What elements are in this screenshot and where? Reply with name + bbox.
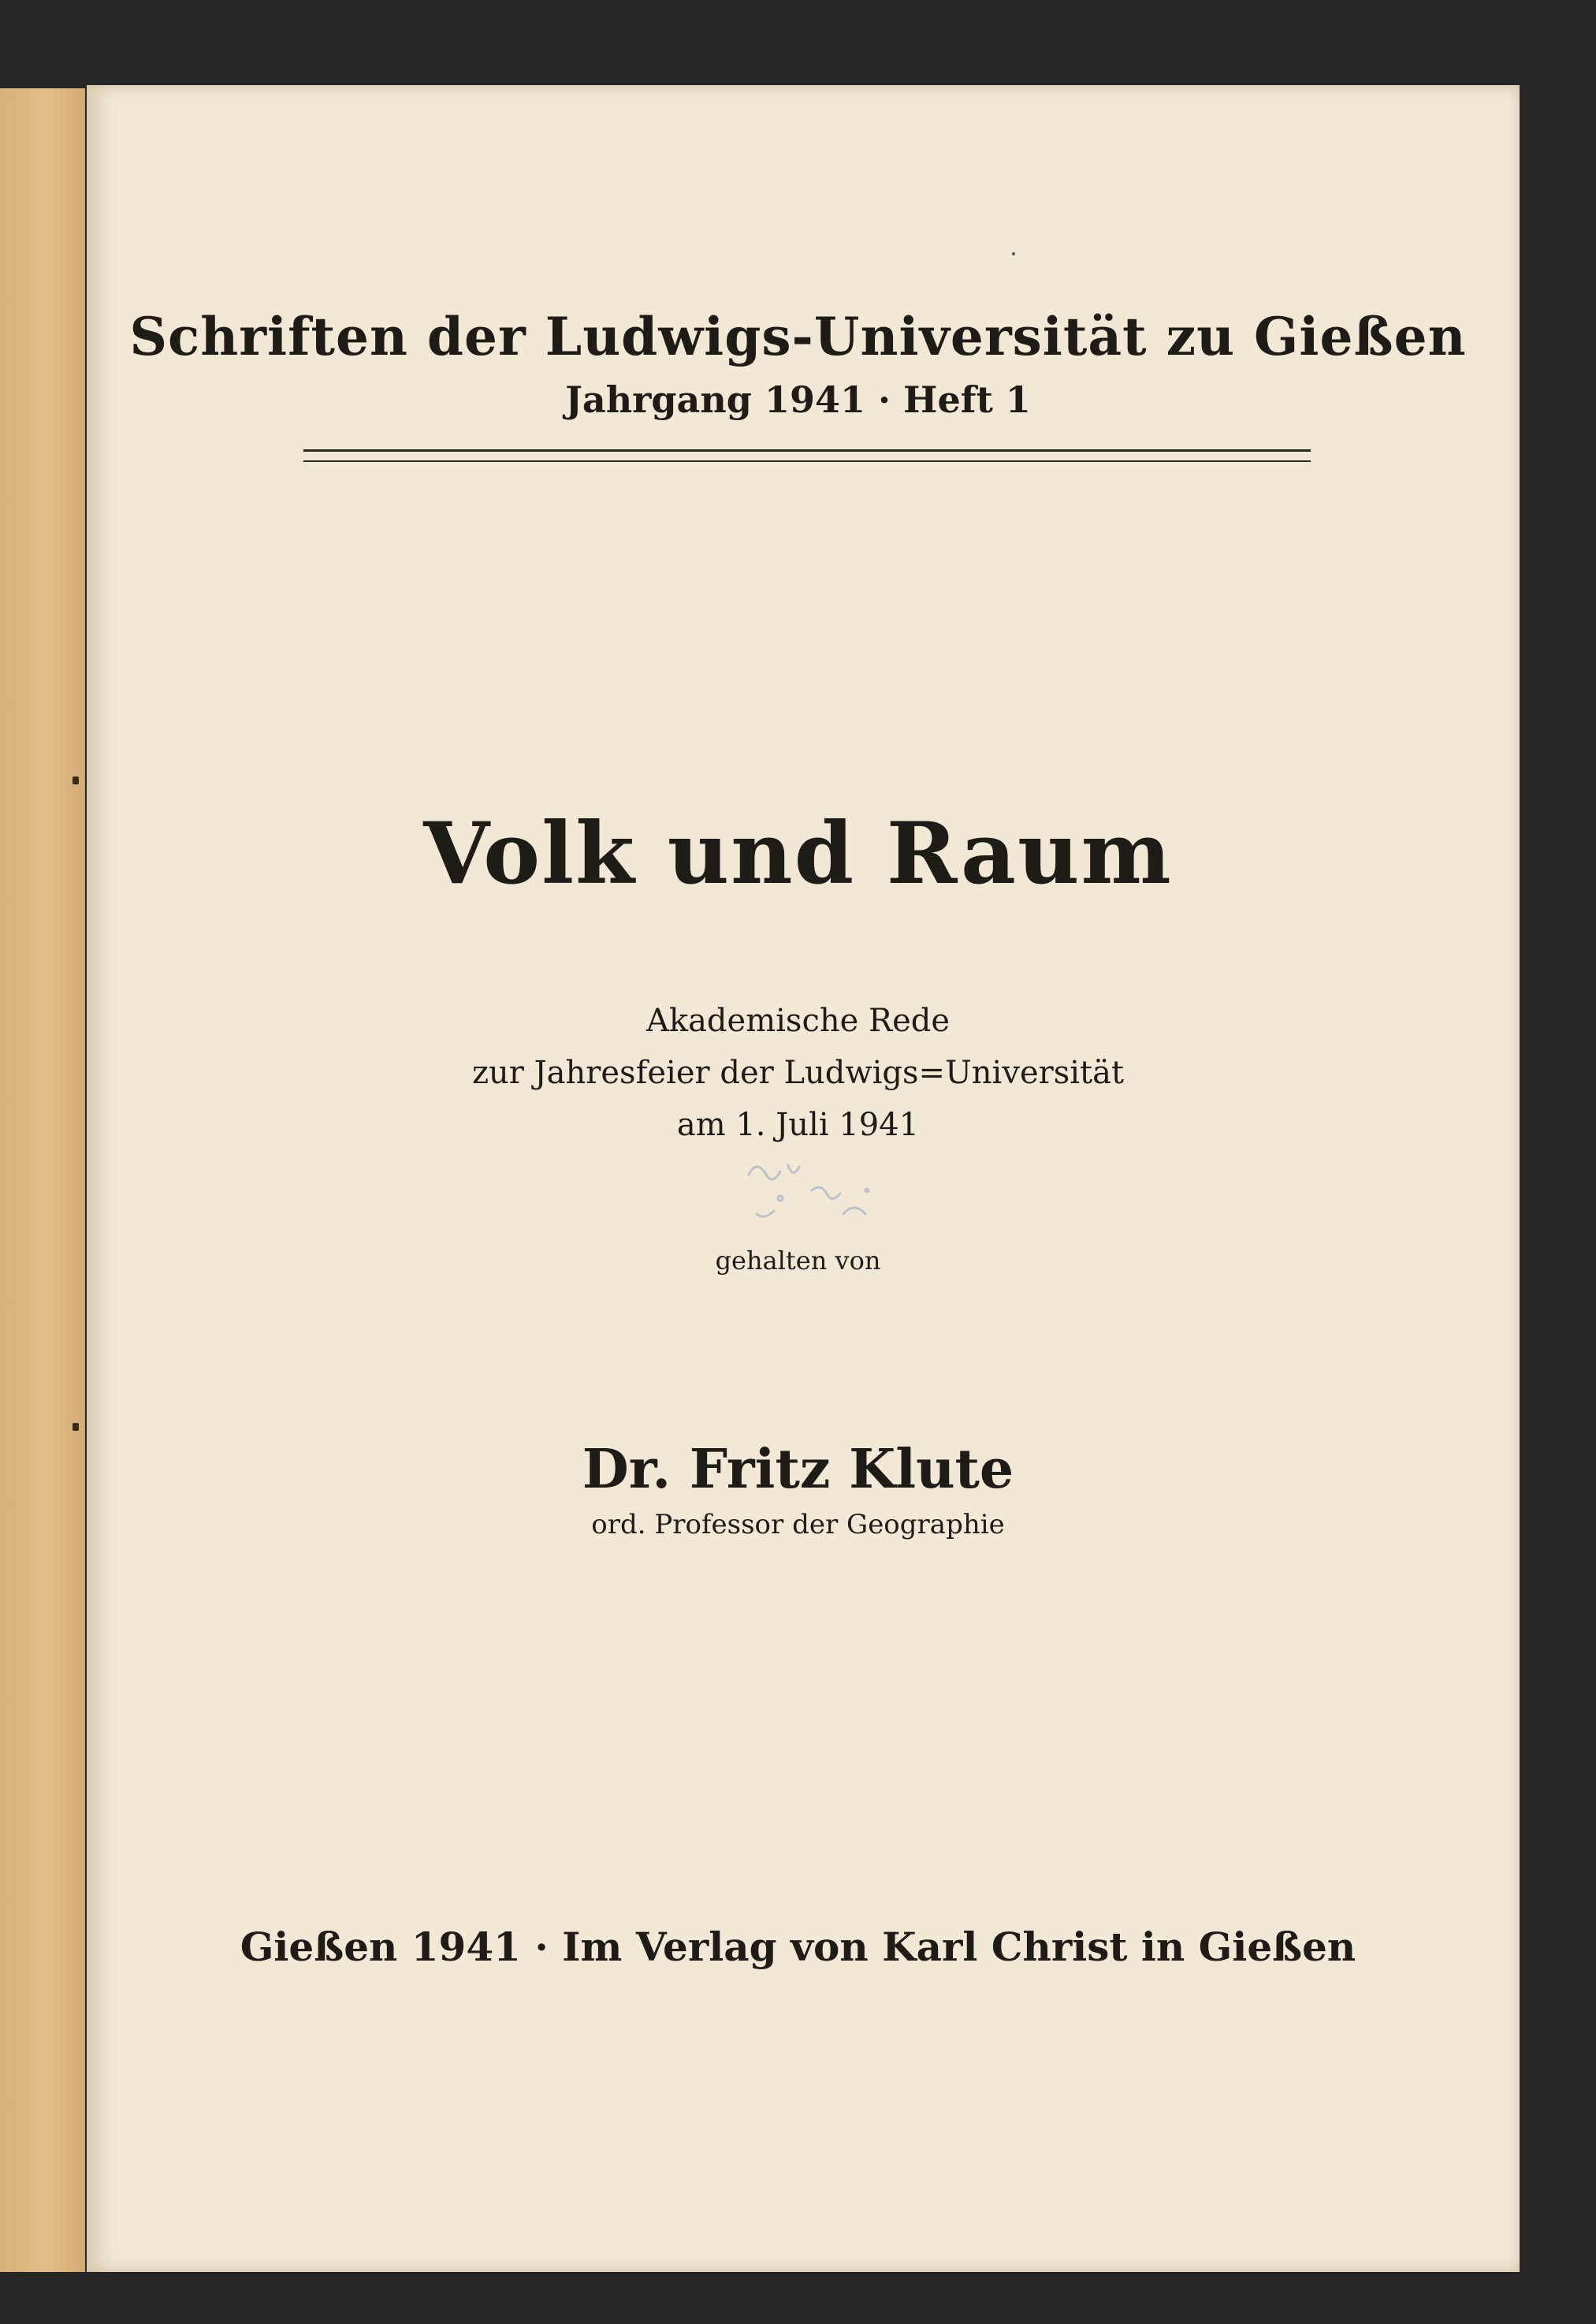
author-role: ord. Professor der Geographie <box>591 1509 1005 1540</box>
held-by-text: gehalten von <box>715 1246 881 1276</box>
binding-stitch <box>73 1423 79 1431</box>
subtitle-line-3: am 1. Juli 1941 <box>676 1107 920 1143</box>
subtitle-line-2: zur Jahresfeier der Ludwigs=Universität <box>471 1055 1125 1091</box>
main-title: Volk und Raum <box>423 804 1173 903</box>
library-stamp-icon <box>725 1143 906 1246</box>
series-title: Schriften der Ludwigs-Universität zu Gießen <box>129 306 1467 367</box>
imprint: Gießen 1941 · Im Verlag von Karl Christ in Gießen <box>240 1924 1356 1970</box>
author-name: Dr. Fritz Klute <box>582 1438 1014 1501</box>
series-issue: Jahrgang 1941 · Heft 1 <box>565 378 1031 421</box>
double-rule-bottom <box>303 460 1311 462</box>
paper-speck <box>1012 252 1015 255</box>
subtitle-line-1: Akademische Rede <box>645 1003 951 1039</box>
double-rule-top <box>303 449 1311 452</box>
binding-stitch <box>73 777 79 784</box>
